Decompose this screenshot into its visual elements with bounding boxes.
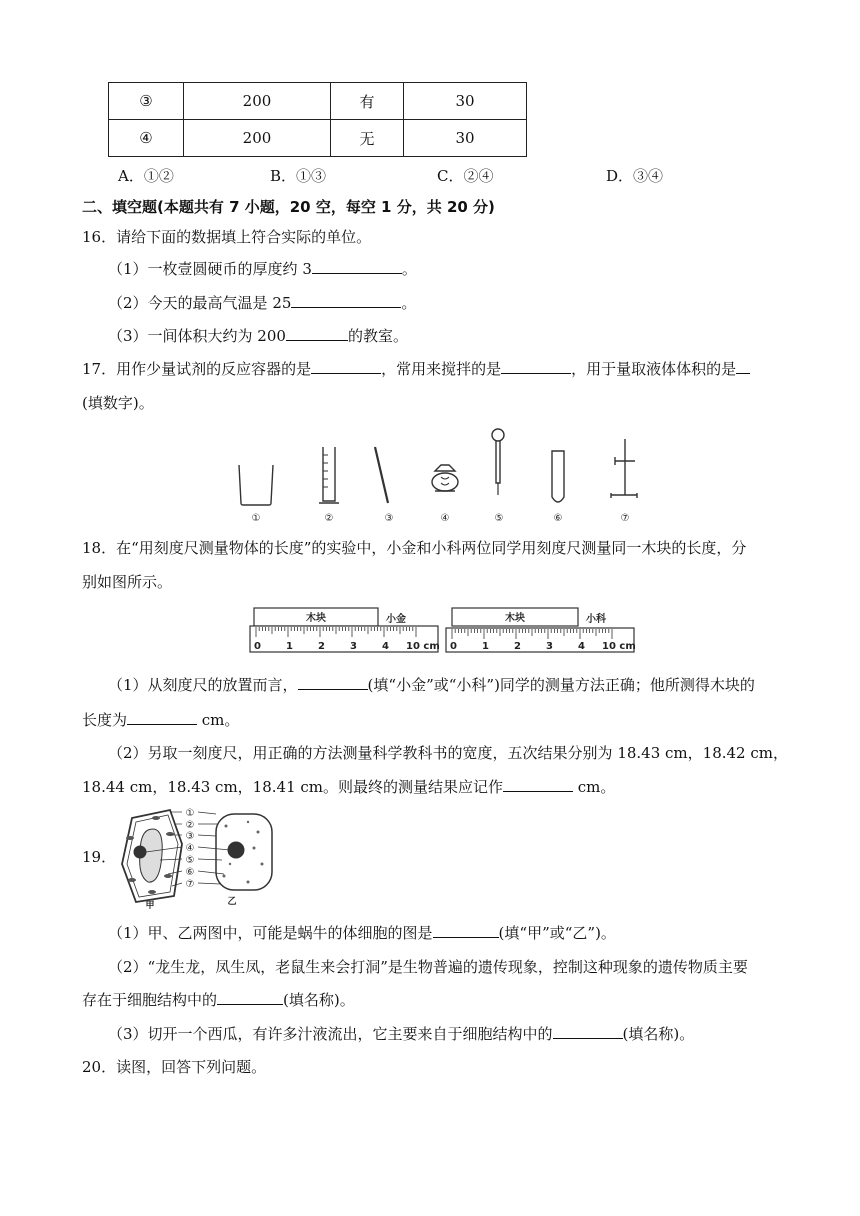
- q18-p1-mid: (填“小金”或“小科”)同学的测量方法正确；他所测得木块的: [367, 676, 755, 694]
- tick-label: 1: [482, 641, 489, 652]
- q16-p2-text: （2）今天的最高气温是 25: [108, 294, 292, 312]
- option-b[interactable]: B．①③: [270, 167, 327, 185]
- cell-label-yi: 乙: [227, 897, 237, 907]
- q19-p2-l2-text: 存在于细胞结构中的: [82, 991, 218, 1009]
- q18-p1-l2-text: 长度为: [82, 711, 128, 729]
- q17-text-a: 17．用作少量试剂的反应容器的是: [82, 360, 312, 378]
- q19-p1-text: （1）甲、乙两图中，可能是蜗牛的体细胞的图是: [108, 924, 433, 942]
- q16-stem: 16．请给下面的数据填上符合实际的单位。: [82, 228, 372, 246]
- q18-part1-line2: [82, 709, 239, 730]
- cell-marker: ②: [185, 820, 195, 831]
- tick-label: 4: [382, 641, 389, 652]
- plant-cell: [122, 810, 182, 902]
- experiment-table: [108, 82, 527, 157]
- apparatus-label: ①: [251, 513, 261, 524]
- cell-marker: ①: [185, 808, 195, 819]
- block-label: 木块: [306, 613, 326, 624]
- dropper-icon: [492, 429, 504, 495]
- cell-marker: ③: [185, 831, 195, 842]
- q16-p3-end: 的教室。: [347, 327, 408, 345]
- answer-blank[interactable]: [311, 358, 381, 374]
- q18-part2-line2: [82, 776, 615, 797]
- apparatus-label: ⑥: [553, 513, 563, 524]
- answer-blank[interactable]: [736, 358, 750, 374]
- q18-line1: 18．在“用刻度尺测量物体的长度”的实验中，小金和小科两位同学用刻度尺测量同一木块的长度，分: [82, 539, 747, 557]
- table-cell: ④: [109, 120, 184, 157]
- q19-number: 19．: [82, 848, 117, 866]
- table-cell: 200: [184, 83, 331, 120]
- answer-blank[interactable]: [127, 709, 197, 725]
- q19-part1: [108, 922, 616, 943]
- tick-label: 0: [254, 641, 261, 652]
- answer-blank[interactable]: [291, 292, 401, 308]
- iron-stand-icon: [611, 439, 637, 498]
- table-cell: 30: [404, 120, 527, 157]
- beaker-icon: [239, 465, 273, 505]
- table-row: [109, 83, 527, 120]
- table-cell: 无: [331, 120, 404, 157]
- answer-blank[interactable]: [501, 358, 571, 374]
- alcohol-lamp-icon: [432, 465, 458, 491]
- q19-part2-line2: [82, 989, 355, 1010]
- tick-label: 1: [286, 641, 293, 652]
- answer-blank[interactable]: [298, 674, 368, 690]
- q17-text-b: ，常用来搅拌的是: [381, 360, 502, 378]
- apparatus-label: ③: [384, 513, 394, 524]
- q19-p3-text: （3）切开一个西瓜，有许多汁液流出，它主要来自于细胞结构中的: [108, 1025, 553, 1043]
- option-a[interactable]: A．①②: [118, 167, 174, 185]
- answer-blank[interactable]: [312, 258, 402, 274]
- q16-part2: [108, 292, 416, 313]
- table-cell: ③: [109, 83, 184, 120]
- apparatus-label: ④: [440, 513, 450, 524]
- apparatus-label: ②: [324, 513, 334, 524]
- tick-label: 4: [578, 641, 585, 652]
- q16-part1: [108, 258, 417, 279]
- q18-line2: 别如图所示。: [82, 573, 173, 591]
- q16-p2-end: 。: [401, 294, 417, 312]
- block-label: 木块: [505, 613, 525, 624]
- tick-label: 0: [450, 641, 457, 652]
- tick-label: 10 cm: [406, 641, 440, 652]
- cell-marker: ⑤: [185, 855, 195, 866]
- q18-p1-l2-end: cm。: [197, 711, 240, 729]
- animal-cell: [216, 814, 272, 890]
- q17-text-c: ，用于量取液体体积的是: [571, 360, 737, 378]
- q18-p2-l2-end: cm。: [573, 778, 616, 796]
- tick-label: 3: [350, 641, 357, 652]
- q19-p2-l2-end: (填名称)。: [283, 991, 355, 1009]
- answer-blank[interactable]: [553, 1023, 623, 1039]
- glass-rod-icon: [375, 447, 388, 503]
- table-cell: 200: [184, 120, 331, 157]
- q18-part2-line1: （2）另取一刻度尺，用正确的方法测量科学教科书的宽度，五次结果分别为 18.43 cm，18.42 cm，: [108, 744, 788, 762]
- answer-blank[interactable]: [217, 989, 283, 1005]
- table-row: [109, 120, 527, 157]
- q18-p2-l2-text: 18.44 cm，18.43 cm，18.41 cm。则最终的测量结果应记作: [82, 778, 504, 796]
- q19-p1-end: (填“甲”或“乙”)。: [498, 924, 616, 942]
- student-name: 小金: [386, 614, 406, 625]
- tick-label: 2: [318, 641, 325, 652]
- ruler-figure: [246, 606, 636, 656]
- tick-label: 3: [546, 641, 553, 652]
- q18-p1-text: （1）从刻度尺的放置而言，: [108, 676, 298, 694]
- table-cell: 30: [404, 83, 527, 120]
- q18-part1-line1: [108, 674, 755, 695]
- section-title: 二、填空题(本题共有 7 小题，20 空，每空 1 分，共 20 分): [82, 198, 495, 216]
- cell-diagram: [112, 804, 282, 910]
- cell-marker: ⑥: [185, 867, 195, 878]
- q16-p1-end: 。: [401, 260, 417, 278]
- option-d[interactable]: D．③④: [606, 167, 664, 185]
- student-name: 小科: [586, 614, 606, 625]
- q19-part2-line1: （2）“龙生龙，凤生凤，老鼠生来会打洞”是生物普遍的遗传现象，控制这种现象的遗传物质主要: [108, 958, 748, 976]
- cell-marker: ④: [185, 843, 195, 854]
- apparatus-label: ⑤: [494, 513, 504, 524]
- q17-line2: (填数字)。: [82, 394, 154, 412]
- tick-label: 2: [514, 641, 521, 652]
- tick-label: 10 cm: [602, 641, 636, 652]
- q19-p3-end: (填名称)。: [622, 1025, 695, 1043]
- table-cell: 有: [331, 83, 404, 120]
- q16-p1-text: （1）一枚壹圆硬币的厚度约 3: [108, 260, 312, 278]
- option-c[interactable]: C．②④: [437, 167, 494, 185]
- answer-blank[interactable]: [433, 922, 499, 938]
- cell-label-jia: 甲: [145, 901, 155, 910]
- q16-p3-text: （3）一间体积大约为 200: [108, 327, 286, 345]
- answer-blank[interactable]: [503, 776, 573, 792]
- q19-part3: [108, 1023, 694, 1044]
- test-tube-icon: [552, 451, 564, 502]
- cell-marker: ⑦: [185, 879, 195, 890]
- answer-blank[interactable]: [286, 325, 348, 341]
- q16-part3: [108, 325, 408, 346]
- lab-apparatus-figure: [225, 425, 645, 525]
- q20-stem: 20．读图，回答下列问题。: [82, 1058, 267, 1076]
- q17-line1: [82, 358, 750, 379]
- apparatus-label: ⑦: [620, 513, 630, 524]
